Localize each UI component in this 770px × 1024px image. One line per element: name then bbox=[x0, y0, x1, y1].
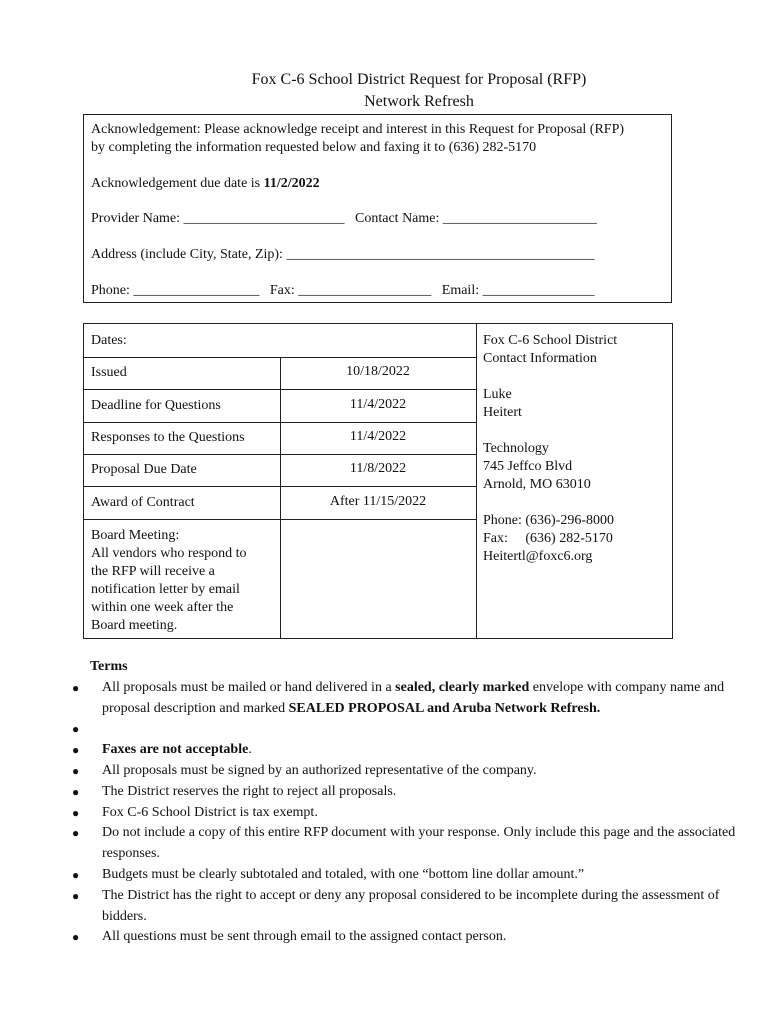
bullet-icon: ● bbox=[72, 680, 80, 695]
date-label-responses: Responses to the Questions bbox=[91, 430, 245, 445]
acknowledgement-box bbox=[83, 114, 672, 303]
bullet-icon: ● bbox=[72, 888, 80, 903]
bullet-icon: ● bbox=[72, 784, 80, 799]
row-divider bbox=[84, 422, 476, 423]
row-divider bbox=[84, 389, 476, 390]
bullet-icon: ● bbox=[72, 930, 80, 945]
terms-heading: Terms bbox=[90, 659, 128, 674]
term-text: Budgets must be clearly subtotaled and totaled, with one “bottom line dollar amount.” bbox=[102, 866, 585, 882]
contact-street: 745 Jeffco Blvd bbox=[483, 459, 573, 474]
list-item bbox=[60, 865, 740, 886]
terms-list bbox=[60, 678, 740, 948]
contact-information bbox=[483, 332, 663, 566]
row-divider bbox=[84, 486, 476, 487]
bullet-icon: ● bbox=[72, 805, 80, 820]
ack-intro-line2: by completing the information requested below and faxing it to (636) 282-5170 bbox=[91, 140, 537, 155]
document-title: Fox C-6 School District Request for Proposal (RFP) bbox=[251, 71, 587, 88]
date-label-proposal-due: Proposal Due Date bbox=[91, 462, 197, 477]
list-item bbox=[60, 823, 740, 865]
bullet-icon: ● bbox=[72, 867, 80, 882]
term-text: All proposals must be mailed or hand delivered in a bbox=[102, 679, 396, 695]
list-item bbox=[60, 719, 740, 740]
provider-contact-line: Provider Name: _______________________ Contact Name: ______________________ bbox=[91, 211, 597, 226]
date-label-questions: Deadline for Questions bbox=[91, 398, 221, 413]
bullet-icon: ● bbox=[72, 722, 80, 737]
list-item bbox=[60, 803, 740, 824]
bullet-icon: ● bbox=[72, 826, 80, 841]
contact-first-name: Luke bbox=[483, 387, 512, 402]
contact-city: Arnold, MO 63010 bbox=[483, 477, 591, 492]
list-item bbox=[60, 927, 740, 948]
dates-table bbox=[83, 323, 673, 639]
date-label-award: Award of Contract bbox=[91, 495, 195, 510]
term-emphasis: Faxes are not acceptable bbox=[102, 742, 249, 758]
board-meeting-line: Board meeting. bbox=[91, 618, 178, 633]
contact-heading-sub: Contact Information bbox=[483, 351, 597, 366]
row-divider bbox=[84, 454, 476, 455]
ack-due-date bbox=[91, 175, 320, 193]
term-text: The District reserves the right to reject all proposals. bbox=[102, 783, 397, 799]
term-text: envelope with company name and proposal description and marked bbox=[102, 679, 725, 716]
board-meeting-line: within one week after the bbox=[91, 600, 234, 615]
term-text: Do not include a copy of this entire RFP document with your response. Only include this page and the associated responses. bbox=[102, 825, 736, 862]
ack-due-label: Acknowledgement due date is bbox=[91, 176, 264, 191]
contact-heading: Fox C-6 School District bbox=[483, 333, 618, 348]
terms-section bbox=[60, 657, 740, 948]
row-divider bbox=[84, 519, 476, 520]
address-line: Address (include City, State, Zip): ____________________________________________ bbox=[91, 247, 595, 262]
ack-due-value: 11/2/2022 bbox=[263, 176, 320, 191]
contact-department: Technology bbox=[483, 441, 549, 456]
bullet-icon: ● bbox=[72, 763, 80, 778]
list-item bbox=[60, 761, 740, 782]
board-meeting-line: Board Meeting: bbox=[91, 528, 180, 543]
contact-phone: Phone: (636)-296-8000 bbox=[483, 513, 615, 528]
date-value-proposal-due: 11/8/2022 bbox=[349, 461, 407, 476]
dates-header: Dates: bbox=[91, 333, 127, 348]
contact-email: Heitertl@foxc6.org bbox=[483, 549, 593, 564]
term-emphasis: sealed, clearly marked bbox=[395, 679, 530, 695]
term-emphasis: SEALED PROPOSAL and Aruba Network Refresh. bbox=[288, 700, 601, 716]
date-value-questions: 11/4/2022 bbox=[349, 397, 407, 412]
ack-intro-line1: Acknowledgement: Please acknowledge receipt and interest in this Request for Proposal (RFP) bbox=[91, 122, 625, 137]
list-item bbox=[60, 740, 740, 761]
row-divider bbox=[84, 357, 476, 358]
phone-fax-email-line: Phone: __________________ Fax: ___________________ Email: ________________ bbox=[91, 283, 595, 298]
date-label-issued: Issued bbox=[91, 365, 127, 380]
document-subtitle: Network Refresh bbox=[364, 93, 474, 110]
date-value-award: After 11/15/2022 bbox=[329, 494, 427, 509]
board-meeting-line: All vendors who respond to bbox=[91, 546, 247, 561]
contact-fax: Fax: (636) 282-5170 bbox=[483, 531, 613, 546]
term-text: The District has the right to accept or deny any proposal considered to be incomplete during the assessment of bidders. bbox=[102, 887, 720, 924]
board-meeting-line: the RFP will receive a bbox=[91, 564, 215, 579]
contact-last-name: Heitert bbox=[483, 405, 522, 420]
column-divider bbox=[476, 324, 477, 638]
date-value-responses: 11/4/2022 bbox=[349, 429, 407, 444]
term-text: All proposals must be signed by an authorized representative of the company. bbox=[102, 762, 537, 778]
list-item bbox=[60, 678, 740, 720]
bullet-icon: ● bbox=[72, 743, 80, 758]
date-value-issued: 10/18/2022 bbox=[346, 364, 410, 379]
term-text: Fox C-6 School District is tax exempt. bbox=[102, 804, 318, 820]
list-item bbox=[60, 886, 740, 928]
term-text: All questions must be sent through email to the assigned contact person. bbox=[102, 929, 507, 945]
term-text: . bbox=[248, 742, 252, 758]
board-meeting-note bbox=[91, 527, 271, 635]
board-meeting-line: notification letter by email bbox=[91, 582, 240, 597]
list-item bbox=[60, 782, 740, 803]
